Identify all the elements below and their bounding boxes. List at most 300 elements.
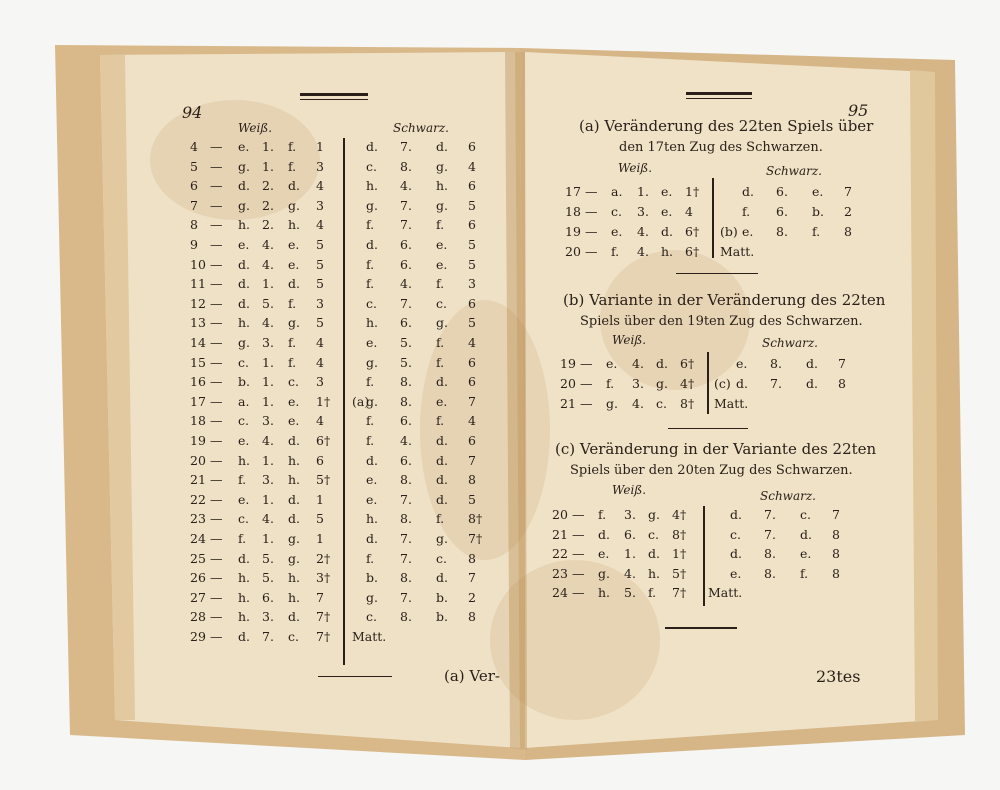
- move-dash: —: [210, 413, 223, 429]
- move-coordinate: c.: [366, 295, 377, 311]
- move-coordinate: 6.: [776, 204, 788, 219]
- move-label: 28: [190, 609, 206, 625]
- move-coordinate: 6†: [680, 356, 695, 371]
- move-label: 20: [552, 507, 568, 522]
- section-subtitle: den 17ten Zug des Schwarzen.: [619, 140, 823, 155]
- move-coordinate: 5.: [262, 295, 274, 311]
- move-coordinate: 4: [316, 178, 324, 194]
- move-coordinate: g.: [436, 158, 448, 174]
- move-coordinate: f.: [436, 276, 445, 292]
- move-coordinate: 4.: [624, 565, 636, 581]
- move-label: 19: [190, 433, 206, 448]
- move-coordinate: c.: [648, 526, 659, 542]
- move-coordinate: 6.: [624, 526, 636, 542]
- move-coordinate: h.: [238, 452, 251, 468]
- move-dash: —: [580, 396, 593, 411]
- move-label: 27: [190, 589, 206, 605]
- section-title: (c) Veränderung in der Variante des 22ten: [555, 440, 877, 458]
- move-coordinate: f.: [366, 374, 375, 390]
- move-coordinate: 1.: [262, 276, 274, 292]
- move-coordinate: e.: [598, 546, 610, 561]
- move-coordinate: h.: [288, 217, 301, 233]
- move-coordinate: 4: [468, 413, 476, 429]
- move-coordinate: b.: [436, 589, 448, 605]
- move-coordinate: e.: [800, 546, 812, 561]
- column-divider: [712, 178, 714, 258]
- move-coordinate: h.: [661, 244, 674, 259]
- move-coordinate: 7†: [468, 531, 483, 546]
- column-header-white: Weiß.: [612, 483, 647, 497]
- move-coordinate: d.: [730, 546, 742, 561]
- move-coordinate: 1.: [262, 393, 274, 409]
- move-coordinate: h.: [238, 315, 251, 331]
- move-label: 24: [552, 585, 568, 600]
- move-coordinate: 1: [316, 491, 324, 507]
- move-coordinate: 5: [316, 276, 324, 292]
- move-label: 21: [552, 526, 568, 542]
- move-dash: —: [210, 217, 223, 233]
- move-dash: —: [210, 491, 223, 507]
- move-coordinate: 4.: [262, 315, 274, 331]
- move-dash: —: [210, 511, 223, 527]
- move-coordinate: d.: [648, 546, 660, 561]
- section-title: (a) Veränderung des 22ten Spiels über: [579, 117, 874, 135]
- move-coordinate: h.: [288, 570, 301, 586]
- move-coordinate: 6.: [400, 315, 412, 331]
- move-coordinate: f.: [611, 244, 620, 259]
- move-coordinate: a.: [238, 393, 250, 409]
- move-coordinate: g.: [366, 354, 378, 370]
- move-coordinate: g.: [288, 550, 300, 566]
- move-coordinate: e.: [606, 356, 618, 371]
- move-coordinate: d.: [436, 570, 448, 586]
- move-coordinate: 6: [468, 354, 476, 370]
- move-coordinate: 1.: [262, 158, 274, 174]
- move-coordinate: 2: [844, 204, 852, 219]
- move-coordinate: 2†: [316, 550, 331, 566]
- move-coordinate: f.: [288, 158, 297, 174]
- move-coordinate: g.: [598, 565, 610, 581]
- move-coordinate: d.: [806, 376, 818, 391]
- move-label: 19: [560, 356, 576, 371]
- move-coordinate: 3.: [262, 335, 274, 350]
- move-coordinate: f.: [366, 276, 375, 292]
- move-label: 18: [190, 413, 206, 429]
- move-coordinate: e.: [288, 413, 300, 429]
- header-rule: [300, 99, 368, 100]
- move-coordinate: 8.: [400, 609, 412, 625]
- move-coordinate: c.: [238, 413, 249, 429]
- move-coordinate: e.: [730, 565, 742, 581]
- move-coordinate: f.: [366, 256, 375, 272]
- move-coordinate: f.: [288, 335, 297, 350]
- move-coordinate: 8†: [468, 511, 483, 527]
- move-coordinate: 4.: [632, 396, 644, 411]
- move-coordinate: h.: [288, 472, 301, 488]
- column-header-white: Weiß.: [238, 121, 273, 135]
- move-coordinate: f.: [648, 585, 657, 600]
- move-coordinate: 1.: [262, 354, 274, 370]
- move-coordinate: g.: [436, 531, 448, 546]
- move-coordinate: h.: [366, 315, 379, 331]
- move-dash: —: [585, 204, 598, 219]
- move-coordinate: d.: [436, 472, 448, 488]
- move-coordinate: 4.: [637, 224, 649, 239]
- move-coordinate: 8†: [680, 396, 695, 411]
- move-coordinate: f.: [812, 224, 821, 239]
- move-coordinate: 1: [316, 139, 324, 154]
- move-coordinate: f.: [436, 511, 445, 527]
- move-coordinate: 7.: [764, 507, 776, 522]
- move-label: 4: [190, 139, 198, 154]
- move-coordinate: g.: [238, 335, 250, 350]
- move-coordinate: 3.: [632, 376, 644, 391]
- move-label: (a): [352, 393, 370, 409]
- move-coordinate: d.: [288, 511, 300, 527]
- move-coordinate: d.: [238, 295, 250, 311]
- move-coordinate: d.: [288, 491, 300, 507]
- move-coordinate: c.: [611, 204, 622, 219]
- move-coordinate: 5: [468, 237, 476, 252]
- move-coordinate: 8.: [770, 356, 782, 371]
- move-coordinate: d.: [800, 526, 812, 542]
- move-coordinate: 1.: [262, 491, 274, 507]
- move-coordinate: 5.: [262, 570, 274, 586]
- move-coordinate: 8.: [400, 511, 412, 527]
- move-coordinate: h.: [238, 570, 251, 586]
- move-coordinate: d.: [806, 356, 818, 371]
- move-label: 17: [565, 184, 581, 199]
- move-coordinate: 5: [316, 237, 324, 252]
- move-label: 29: [190, 629, 206, 644]
- move-coordinate: h.: [288, 452, 301, 468]
- move-coordinate: h.: [366, 178, 379, 194]
- move-coordinate: d.: [366, 531, 378, 546]
- move-dash: —: [210, 276, 223, 292]
- move-coordinate: d.: [366, 139, 378, 154]
- move-coordinate: b.: [366, 570, 378, 586]
- move-coordinate: 4.: [400, 276, 412, 292]
- move-coordinate: d.: [288, 178, 300, 194]
- move-dash: —: [572, 565, 585, 581]
- move-coordinate: 1.: [262, 139, 274, 154]
- move-label: 10: [190, 256, 206, 272]
- move-coordinate: 4.: [632, 356, 644, 371]
- move-coordinate: 4.: [262, 511, 274, 527]
- move-coordinate: 8: [832, 546, 840, 561]
- move-coordinate: d.: [288, 276, 300, 292]
- move-coordinate: 7.: [400, 197, 412, 213]
- move-coordinate: 8.: [400, 393, 412, 409]
- move-coordinate: d.: [288, 433, 300, 448]
- move-label: 24: [190, 531, 206, 546]
- column-divider: [343, 138, 345, 665]
- move-dash: —: [210, 158, 223, 174]
- move-label: 22: [552, 546, 568, 561]
- move-coordinate: c.: [366, 158, 377, 174]
- move-coordinate: 4: [316, 335, 324, 350]
- move-coordinate: d.: [288, 609, 300, 625]
- move-dash: —: [210, 452, 223, 468]
- move-coordinate: 7.: [400, 550, 412, 566]
- move-dash: —: [210, 550, 223, 566]
- move-label: 21: [190, 472, 206, 488]
- move-coordinate: 7.: [764, 526, 776, 542]
- move-coordinate: h.: [598, 585, 611, 600]
- move-label: 18: [565, 204, 581, 219]
- move-coordinate: 1†: [685, 184, 700, 199]
- move-dash: —: [210, 354, 223, 370]
- move-coordinate: c.: [656, 396, 667, 411]
- move-coordinate: 8: [832, 526, 840, 542]
- move-coordinate: 6: [468, 433, 476, 448]
- move-dash: —: [210, 433, 223, 448]
- move-dash: —: [210, 393, 223, 409]
- move-coordinate: d.: [656, 356, 668, 371]
- move-coordinate: e.: [611, 224, 623, 239]
- move-label: 8: [190, 217, 198, 233]
- move-coordinate: 6.: [776, 184, 788, 199]
- move-label: 17: [190, 393, 206, 409]
- move-coordinate: g.: [436, 197, 448, 213]
- move-coordinate: 4: [685, 204, 693, 219]
- move-coordinate: e.: [288, 393, 300, 409]
- move-coordinate: 4†: [672, 507, 687, 522]
- move-coordinate: h.: [238, 589, 251, 605]
- move-coordinate: h.: [648, 565, 661, 581]
- move-coordinate: b.: [436, 609, 448, 625]
- move-coordinate: e.: [288, 237, 300, 252]
- column-divider: [703, 506, 705, 606]
- move-label: 20: [190, 452, 206, 468]
- move-label: 25: [190, 550, 206, 566]
- move-coordinate: 2.: [262, 178, 274, 194]
- move-coordinate: 1.: [637, 184, 649, 199]
- move-coordinate: 2.: [262, 217, 274, 233]
- section-rule: [668, 428, 748, 429]
- move-label: Matt.: [352, 629, 387, 644]
- move-label: 13: [190, 315, 206, 331]
- move-coordinate: 6†: [685, 224, 700, 239]
- move-label: 21: [560, 396, 576, 411]
- move-coordinate: d.: [238, 178, 250, 194]
- move-coordinate: e.: [661, 184, 673, 199]
- move-coordinate: e.: [661, 204, 673, 219]
- move-coordinate: 5.: [624, 585, 636, 600]
- move-coordinate: 7†: [316, 609, 331, 625]
- move-dash: —: [572, 507, 585, 522]
- move-coordinate: c.: [730, 526, 741, 542]
- move-coordinate: c.: [366, 609, 377, 625]
- move-coordinate: 6: [468, 295, 476, 311]
- move-coordinate: c.: [288, 374, 299, 390]
- move-coordinate: d.: [238, 276, 250, 292]
- move-coordinate: g.: [436, 315, 448, 331]
- move-coordinate: 7: [832, 507, 840, 522]
- move-dash: —: [572, 546, 585, 561]
- move-coordinate: f.: [436, 413, 445, 429]
- section-rule: [676, 273, 758, 274]
- move-coordinate: f.: [366, 550, 375, 566]
- move-coordinate: 1†: [672, 546, 687, 561]
- move-label: 23: [552, 565, 568, 581]
- move-coordinate: a.: [611, 184, 623, 199]
- move-coordinate: e.: [436, 237, 448, 252]
- move-coordinate: f.: [288, 354, 297, 370]
- move-coordinate: d.: [436, 139, 448, 154]
- move-coordinate: e.: [436, 256, 448, 272]
- move-coordinate: 8: [468, 472, 476, 488]
- move-coordinate: 3.: [624, 507, 636, 522]
- move-coordinate: 4: [468, 158, 476, 174]
- move-coordinate: g.: [366, 197, 378, 213]
- move-coordinate: 6.: [262, 589, 274, 605]
- column-header-black: Schwarz.: [766, 164, 822, 178]
- move-label: 16: [190, 374, 206, 390]
- move-coordinate: g.: [238, 197, 250, 213]
- move-coordinate: e.: [436, 393, 448, 409]
- move-coordinate: c.: [436, 550, 447, 566]
- move-label: 12: [190, 295, 206, 311]
- move-coordinate: 8.: [400, 158, 412, 174]
- move-coordinate: f.: [742, 204, 751, 219]
- move-coordinate: 5: [316, 256, 324, 272]
- move-coordinate: 7: [468, 570, 476, 586]
- move-coordinate: d.: [366, 452, 378, 468]
- move-coordinate: e.: [288, 256, 300, 272]
- catchword: 23tes: [816, 667, 861, 686]
- move-coordinate: 4: [316, 217, 324, 233]
- column-header-white: Weiß.: [612, 333, 647, 347]
- move-coordinate: 4: [468, 335, 476, 350]
- move-coordinate: g.: [366, 589, 378, 605]
- move-label: 11: [190, 276, 206, 292]
- move-coordinate: 5: [316, 511, 324, 527]
- move-coordinate: 4.: [400, 433, 412, 448]
- move-coordinate: 6†: [316, 433, 331, 448]
- page-number: 95: [848, 101, 869, 120]
- move-coordinate: 6: [468, 217, 476, 233]
- move-coordinate: 7: [468, 393, 476, 409]
- column-header-black: Schwarz.: [393, 121, 449, 135]
- move-coordinate: 7.: [400, 531, 412, 546]
- move-coordinate: d.: [742, 184, 754, 199]
- move-label: 14: [190, 335, 206, 350]
- move-coordinate: c.: [436, 295, 447, 311]
- move-coordinate: 8.: [764, 565, 776, 581]
- move-coordinate: 4: [316, 354, 324, 370]
- move-coordinate: 8.: [400, 374, 412, 390]
- end-rule: [318, 676, 392, 677]
- move-coordinate: h.: [238, 609, 251, 625]
- move-label: Matt.: [714, 396, 749, 411]
- move-coordinate: 6: [468, 374, 476, 390]
- move-coordinate: 6.: [400, 237, 412, 252]
- move-coordinate: 7†: [672, 585, 687, 600]
- move-dash: —: [210, 315, 223, 331]
- move-label: 15: [190, 354, 206, 370]
- move-dash: —: [210, 139, 223, 154]
- move-coordinate: 7.: [400, 295, 412, 311]
- move-coordinate: d.: [736, 376, 748, 391]
- move-coordinate: 3: [316, 197, 324, 213]
- move-label: Matt.: [708, 585, 743, 600]
- move-coordinate: c.: [288, 629, 299, 644]
- move-coordinate: c.: [800, 507, 811, 522]
- move-coordinate: d.: [730, 507, 742, 522]
- page-number: 94: [182, 103, 203, 122]
- move-coordinate: 7.: [400, 589, 412, 605]
- move-label: (c): [714, 376, 731, 391]
- header-rule: [300, 93, 368, 96]
- move-coordinate: 3: [316, 295, 324, 311]
- move-dash: —: [210, 629, 223, 644]
- move-label: 26: [190, 570, 206, 586]
- move-dash: —: [580, 356, 593, 371]
- column-header-black: Schwarz.: [762, 336, 818, 350]
- move-coordinate: 6.: [400, 413, 412, 429]
- move-coordinate: 6.: [400, 256, 412, 272]
- move-coordinate: 3.: [262, 413, 274, 429]
- move-coordinate: g.: [238, 158, 250, 174]
- move-coordinate: 8: [468, 550, 476, 566]
- move-label: 19: [565, 224, 581, 239]
- section-subtitle: Spiels über den 19ten Zug des Schwarzen.: [580, 314, 863, 329]
- move-coordinate: f.: [288, 295, 297, 311]
- move-coordinate: d.: [238, 629, 250, 644]
- move-coordinate: e.: [238, 237, 250, 252]
- move-dash: —: [580, 376, 593, 391]
- move-coordinate: 2.: [262, 197, 274, 213]
- move-coordinate: f.: [238, 531, 247, 546]
- move-dash: —: [210, 295, 223, 311]
- move-coordinate: g.: [606, 396, 618, 411]
- move-coordinate: g.: [648, 507, 660, 522]
- move-coordinate: d.: [436, 491, 448, 507]
- move-dash: —: [210, 570, 223, 586]
- move-coordinate: 5.: [400, 354, 412, 370]
- move-coordinate: h.: [366, 511, 379, 527]
- end-rule: [665, 627, 737, 629]
- move-coordinate: 4.: [637, 244, 649, 259]
- move-coordinate: f.: [436, 217, 445, 233]
- move-dash: —: [210, 178, 223, 194]
- move-coordinate: 2: [468, 589, 476, 605]
- move-coordinate: 1.: [262, 374, 274, 390]
- move-dash: —: [585, 184, 598, 199]
- header-rule: [686, 92, 752, 95]
- move-coordinate: 4.: [262, 237, 274, 252]
- move-coordinate: f.: [238, 472, 247, 488]
- move-coordinate: g.: [656, 376, 668, 391]
- move-coordinate: d.: [436, 452, 448, 468]
- move-coordinate: 1.: [262, 452, 274, 468]
- move-coordinate: 7.: [770, 376, 782, 391]
- move-coordinate: 6: [468, 139, 476, 154]
- move-coordinate: g.: [366, 393, 378, 409]
- move-coordinate: 7.: [400, 139, 412, 154]
- move-coordinate: 1.: [624, 546, 636, 561]
- move-coordinate: e.: [366, 335, 378, 350]
- move-dash: —: [210, 197, 223, 213]
- move-coordinate: g.: [288, 315, 300, 331]
- move-coordinate: f.: [436, 335, 445, 350]
- move-coordinate: 1†: [316, 393, 331, 409]
- move-coordinate: f.: [366, 433, 375, 448]
- move-coordinate: g.: [288, 197, 300, 213]
- move-label: 9: [190, 237, 198, 252]
- section-subtitle: Spiels über den 20ten Zug des Schwarzen.: [570, 463, 853, 478]
